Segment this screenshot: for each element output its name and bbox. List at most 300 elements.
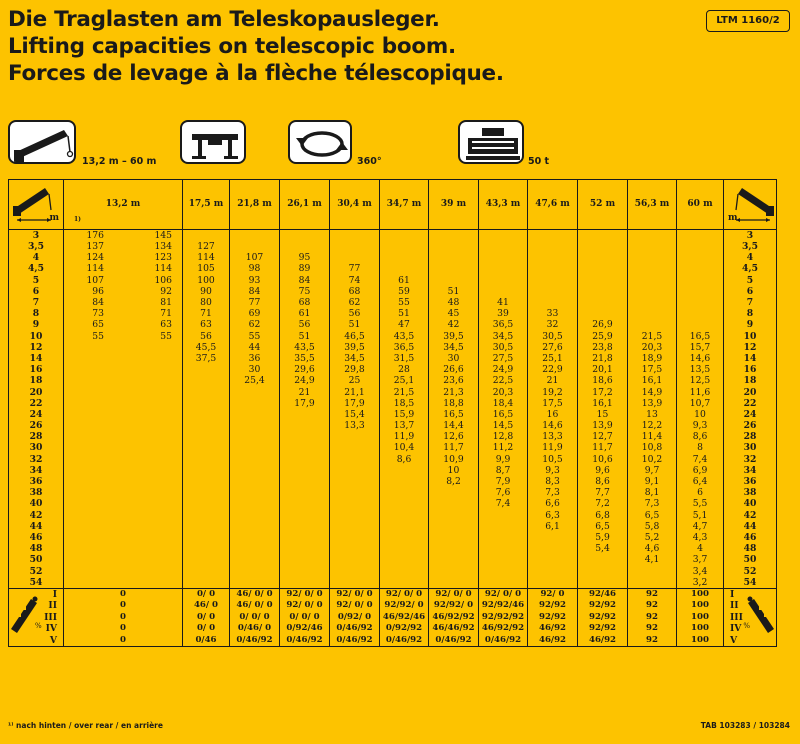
radius-cell: 52 bbox=[9, 565, 64, 576]
radius-cell: 44 bbox=[9, 521, 64, 532]
capacity-cell bbox=[183, 565, 230, 576]
radius-cell: 5 bbox=[9, 275, 64, 286]
capacity-cell bbox=[628, 319, 677, 330]
capacity-cell bbox=[578, 263, 628, 274]
capacity-cell bbox=[183, 532, 230, 543]
capacity-value-rear: 145 bbox=[154, 230, 172, 241]
capacity-cell bbox=[528, 577, 578, 589]
radius-cell-right: 3,5 bbox=[724, 241, 777, 252]
capacity-cell: 84 bbox=[280, 275, 330, 286]
capacity-cell bbox=[64, 263, 183, 274]
capacity-cell bbox=[578, 241, 628, 252]
radius-cell: 14 bbox=[9, 353, 64, 364]
section-extension-cell: 0/46/92 bbox=[479, 635, 528, 647]
section-extension-cell: 0/46/92 bbox=[429, 635, 479, 647]
radius-cell: 3 bbox=[9, 230, 64, 242]
capacity-cell bbox=[64, 454, 183, 465]
capacity-pair bbox=[64, 286, 182, 297]
capacity-value-rear: 55 bbox=[160, 330, 172, 342]
radius-unit: m bbox=[728, 213, 738, 223]
capacity-cell bbox=[280, 521, 330, 532]
capacity-cell: 5,1 bbox=[677, 510, 724, 521]
radius-cell-right: 44 bbox=[724, 521, 777, 532]
capacity-cell: 95 bbox=[280, 252, 330, 263]
capacity-cell bbox=[578, 297, 628, 308]
table-row bbox=[9, 532, 777, 543]
capacity-cell: 21,5 bbox=[628, 331, 677, 342]
capacity-cell bbox=[528, 297, 578, 308]
section-extension-cell: 92 bbox=[628, 623, 677, 635]
capacity-cell: 21,8 bbox=[578, 353, 628, 364]
radius-cell: 7 bbox=[9, 297, 64, 308]
capacity-cell: 32 bbox=[528, 319, 578, 330]
capacity-cell: 14,4 bbox=[429, 420, 479, 431]
section-id-cell bbox=[9, 635, 64, 647]
section-extension-cell: 92 bbox=[628, 588, 677, 600]
capacity-cell: 9,6 bbox=[578, 465, 628, 476]
capacity-cell: 24,9 bbox=[479, 364, 528, 375]
capacity-cell: 89 bbox=[280, 263, 330, 274]
boom-length: 47,6 m bbox=[535, 199, 570, 209]
capacity-cell: 34,5 bbox=[330, 353, 380, 364]
section-extension-cell: 100 bbox=[677, 600, 724, 612]
radius-cell-right: 54 bbox=[724, 577, 777, 589]
capacity-cell bbox=[64, 565, 183, 576]
capacity-cell bbox=[280, 241, 330, 252]
section-extension-cell: 0/ 0 bbox=[183, 611, 230, 623]
capacity-cell bbox=[330, 476, 380, 487]
capacity-cell: 19,2 bbox=[528, 386, 578, 397]
capacity-cell bbox=[330, 442, 380, 453]
section-extension-cell: 100 bbox=[677, 611, 724, 623]
radius-cell: 4 bbox=[9, 252, 64, 263]
section-extension-cell: 0/46/92 bbox=[330, 635, 380, 647]
capacity-cell bbox=[64, 386, 183, 397]
capacity-cell: 62 bbox=[330, 297, 380, 308]
capacity-cell bbox=[429, 230, 479, 242]
section-extension-cell: 100 bbox=[677, 588, 724, 600]
telescope-section-row bbox=[9, 635, 777, 647]
capacity-cell: 105 bbox=[183, 263, 230, 274]
radius-cell: 38 bbox=[9, 487, 64, 498]
section-extension-cell: 46/92/92 bbox=[429, 611, 479, 623]
capacity-cell: 12,8 bbox=[479, 431, 528, 442]
capacity-value: 114 bbox=[86, 263, 104, 275]
section-id: I bbox=[730, 588, 735, 600]
capacity-cell: 55 bbox=[230, 331, 280, 342]
capacity-cell: 10,4 bbox=[380, 442, 429, 453]
capacity-cell bbox=[280, 230, 330, 242]
table-row bbox=[9, 487, 777, 498]
capacity-value: 65 bbox=[92, 319, 104, 331]
capacity-cell bbox=[429, 543, 479, 554]
capacity-cell bbox=[64, 297, 183, 308]
capacity-cell: 11,7 bbox=[429, 442, 479, 453]
capacity-cell bbox=[380, 554, 429, 565]
capacity-cell bbox=[528, 565, 578, 576]
capacity-cell: 17,9 bbox=[330, 398, 380, 409]
capacity-cell: 10,7 bbox=[677, 398, 724, 409]
capacity-cell bbox=[677, 252, 724, 263]
capacity-cell bbox=[230, 230, 280, 242]
radius-cell: 20 bbox=[9, 386, 64, 397]
capacity-cell: 11,9 bbox=[380, 431, 429, 442]
capacity-cell: 16,5 bbox=[429, 409, 479, 420]
boom-length-header bbox=[64, 180, 183, 230]
capacity-cell bbox=[628, 263, 677, 274]
capacity-cell bbox=[578, 286, 628, 297]
capacity-cell bbox=[330, 241, 380, 252]
section-extension-cell: 92 bbox=[628, 635, 677, 647]
capacity-cell: 63 bbox=[183, 319, 230, 330]
section-extension-cell: 0/46/92 bbox=[280, 635, 330, 647]
table-row bbox=[9, 230, 777, 242]
boom-length: 26,1 m bbox=[287, 199, 322, 209]
radius-cell: 10 bbox=[9, 331, 64, 342]
capacity-cell: 14,5 bbox=[479, 420, 528, 431]
capacity-cell: 7,3 bbox=[528, 487, 578, 498]
radius-cell: 36 bbox=[9, 476, 64, 487]
capacity-cell: 9,3 bbox=[677, 420, 724, 431]
boom-length: 21,8 m bbox=[237, 199, 272, 209]
capacity-value: 73 bbox=[92, 308, 104, 320]
capacity-cell: 42 bbox=[429, 319, 479, 330]
capacity-cell: 9,9 bbox=[479, 454, 528, 465]
capacity-cell: 25,1 bbox=[380, 375, 429, 386]
radius-cell-right: 52 bbox=[724, 565, 777, 576]
capacity-cell bbox=[183, 364, 230, 375]
capacity-cell bbox=[280, 420, 330, 431]
capacity-cell bbox=[183, 498, 230, 509]
capacity-cell: 7,9 bbox=[479, 476, 528, 487]
section-extension-cell: 92/92/92 bbox=[479, 611, 528, 623]
footnote-mark: 1) bbox=[74, 216, 82, 223]
section-extension-cell: 0/46/92 bbox=[330, 623, 380, 635]
capacity-cell bbox=[628, 252, 677, 263]
boom-length-header bbox=[280, 180, 330, 230]
section-extension-cell: 46/92 bbox=[578, 635, 628, 647]
table-row bbox=[9, 263, 777, 274]
capacity-cell: 21 bbox=[528, 375, 578, 386]
capacity-cell bbox=[64, 364, 183, 375]
outrigger-icon bbox=[180, 120, 246, 164]
capacity-cell bbox=[330, 252, 380, 263]
section-extension-cell: 92 bbox=[628, 611, 677, 623]
capacity-pair bbox=[64, 331, 182, 342]
capacity-cell bbox=[380, 465, 429, 476]
capacity-cell: 3,2 bbox=[677, 577, 724, 589]
capacity-cell: 4,3 bbox=[677, 532, 724, 543]
capacity-cell bbox=[380, 521, 429, 532]
table-row bbox=[9, 409, 777, 420]
capacity-cell: 8,6 bbox=[578, 476, 628, 487]
capacity-cell bbox=[479, 263, 528, 274]
capacity-cell bbox=[64, 554, 183, 565]
capacity-cell: 10 bbox=[429, 465, 479, 476]
rotation-360-icon bbox=[288, 120, 352, 164]
table-row bbox=[9, 431, 777, 442]
radius-cell: 54 bbox=[9, 577, 64, 589]
section-extension-cell: 92/92 bbox=[528, 611, 578, 623]
radius-cell: 46 bbox=[9, 532, 64, 543]
table-row bbox=[9, 319, 777, 330]
capacity-cell bbox=[230, 498, 280, 509]
capacity-cell: 6,3 bbox=[528, 510, 578, 521]
load-chart-table bbox=[8, 179, 777, 647]
capacity-cell bbox=[64, 420, 183, 431]
table-row bbox=[9, 454, 777, 465]
capacity-cell: 20,3 bbox=[479, 386, 528, 397]
capacity-cell bbox=[479, 286, 528, 297]
section-extension-cell: 0/92/92 bbox=[380, 623, 429, 635]
capacity-cell bbox=[280, 554, 330, 565]
section-extension-cell: 0/ 0/ 0 bbox=[280, 611, 330, 623]
capacity-cell bbox=[280, 476, 330, 487]
table-row bbox=[9, 241, 777, 252]
section-extension-cell: 0 bbox=[64, 611, 183, 623]
section-extension-cell: 92/92/ 0 bbox=[429, 600, 479, 612]
capacity-cell: 13,7 bbox=[380, 420, 429, 431]
capacity-cell: 7,4 bbox=[677, 454, 724, 465]
capacity-cell: 8,6 bbox=[380, 454, 429, 465]
capacity-cell bbox=[64, 319, 183, 330]
capacity-cell: 30 bbox=[230, 364, 280, 375]
capacity-cell: 39 bbox=[479, 308, 528, 319]
radius-cell-right: 4 bbox=[724, 252, 777, 263]
section-id: III bbox=[44, 611, 57, 623]
radius-header-right bbox=[724, 180, 777, 230]
capacity-cell bbox=[330, 532, 380, 543]
capacity-cell bbox=[380, 577, 429, 589]
capacity-cell: 7,3 bbox=[628, 498, 677, 509]
section-id: IV bbox=[730, 623, 742, 635]
capacity-cell bbox=[280, 431, 330, 442]
capacity-cell: 127 bbox=[183, 241, 230, 252]
section-extension-cell: 0/92/46 bbox=[280, 623, 330, 635]
capacity-cell bbox=[380, 241, 429, 252]
capacity-cell bbox=[330, 454, 380, 465]
capacity-cell: 21,1 bbox=[330, 386, 380, 397]
capacity-cell bbox=[677, 286, 724, 297]
radius-cell: 48 bbox=[9, 543, 64, 554]
percent-sign: % bbox=[35, 622, 42, 631]
capacity-cell bbox=[429, 498, 479, 509]
section-extension-cell: 46/92/46 bbox=[380, 611, 429, 623]
capacity-pair bbox=[64, 241, 182, 252]
section-extension-cell: 46/ 0/ 0 bbox=[230, 588, 280, 600]
capacity-cell bbox=[64, 476, 183, 487]
capacity-cell bbox=[230, 442, 280, 453]
table-row bbox=[9, 286, 777, 297]
section-extension-cell: 92/ 0/ 0 bbox=[330, 588, 380, 600]
capacity-cell: 59 bbox=[380, 286, 429, 297]
capacity-cell: 71 bbox=[183, 308, 230, 319]
section-extension-cell: 92/ 0/ 0 bbox=[479, 588, 528, 600]
capacity-value: 96 bbox=[92, 285, 104, 297]
capacity-cell: 8,6 bbox=[677, 431, 724, 442]
capacity-cell bbox=[64, 342, 183, 353]
section-extension-cell: 92/92 bbox=[578, 611, 628, 623]
capacity-value-rear: 134 bbox=[154, 241, 172, 253]
capacity-cell bbox=[183, 398, 230, 409]
capacity-cell bbox=[528, 286, 578, 297]
capacity-pair bbox=[64, 297, 182, 308]
capacity-cell: 13,9 bbox=[578, 420, 628, 431]
capacity-cell bbox=[429, 532, 479, 543]
capacity-cell: 12,6 bbox=[429, 431, 479, 442]
capacity-cell: 51 bbox=[330, 319, 380, 330]
section-extension-cell: 0 bbox=[64, 600, 183, 612]
capacity-cell bbox=[280, 409, 330, 420]
capacity-cell bbox=[280, 465, 330, 476]
capacity-cell bbox=[578, 565, 628, 576]
boom-length: 52 m bbox=[589, 199, 616, 209]
capacity-cell bbox=[429, 241, 479, 252]
capacity-cell bbox=[183, 577, 230, 589]
rotation-label: 360° bbox=[357, 156, 382, 167]
capacity-cell: 8,7 bbox=[479, 465, 528, 476]
capacity-cell: 10,2 bbox=[628, 454, 677, 465]
capacity-cell: 16,1 bbox=[628, 375, 677, 386]
capacity-cell: 23,6 bbox=[429, 375, 479, 386]
capacity-value-rear: 63 bbox=[160, 319, 172, 331]
radius-unit: m bbox=[49, 213, 59, 223]
capacity-cell bbox=[183, 543, 230, 554]
boom-length-header bbox=[578, 180, 628, 230]
capacity-cell: 45 bbox=[429, 308, 479, 319]
radius-cell-right: 18 bbox=[724, 375, 777, 386]
capacity-cell: 7,2 bbox=[578, 498, 628, 509]
boom-length-header bbox=[479, 180, 528, 230]
capacity-cell bbox=[64, 487, 183, 498]
boom-length: 39 m bbox=[440, 199, 467, 209]
capacity-cell: 17,5 bbox=[528, 398, 578, 409]
capacity-cell: 6,5 bbox=[628, 510, 677, 521]
section-extension-cell: 46/46/92 bbox=[429, 623, 479, 635]
capacity-cell bbox=[280, 532, 330, 543]
capacity-cell bbox=[64, 252, 183, 263]
capacity-cell: 18,4 bbox=[479, 398, 528, 409]
capacity-cell bbox=[230, 398, 280, 409]
capacity-cell bbox=[479, 554, 528, 565]
capacity-cell: 43,5 bbox=[380, 331, 429, 342]
capacity-cell: 16,1 bbox=[578, 398, 628, 409]
boom-length: 30,4 m bbox=[337, 199, 372, 209]
capacity-cell: 39,5 bbox=[330, 342, 380, 353]
radius-cell: 12 bbox=[9, 342, 64, 353]
capacity-cell bbox=[64, 308, 183, 319]
capacity-cell: 29,6 bbox=[280, 364, 330, 375]
capacity-cell bbox=[64, 275, 183, 286]
boom-length-header bbox=[330, 180, 380, 230]
capacity-cell: 56 bbox=[280, 319, 330, 330]
capacity-cell: 5,9 bbox=[578, 532, 628, 543]
table-row bbox=[9, 364, 777, 375]
capacity-cell: 62 bbox=[230, 319, 280, 330]
model-badge: LTM 1160/2 bbox=[706, 10, 790, 32]
capacity-cell: 11,6 bbox=[677, 386, 724, 397]
radius-cell-right: 8 bbox=[724, 308, 777, 319]
radius-cell: 3,5 bbox=[9, 241, 64, 252]
capacity-cell: 11,2 bbox=[479, 442, 528, 453]
capacity-cell bbox=[230, 454, 280, 465]
capacity-cell: 37,5 bbox=[183, 353, 230, 364]
capacity-cell: 17,2 bbox=[578, 386, 628, 397]
capacity-cell bbox=[330, 510, 380, 521]
section-id-cell-right bbox=[724, 623, 777, 635]
capacity-cell bbox=[677, 230, 724, 242]
capacity-cell: 77 bbox=[330, 263, 380, 274]
radius-cell-right: 14 bbox=[724, 353, 777, 364]
capacity-cell: 7,6 bbox=[479, 487, 528, 498]
capacity-cell: 16,5 bbox=[677, 331, 724, 342]
capacity-cell: 107 bbox=[230, 252, 280, 263]
table-row bbox=[9, 476, 777, 487]
capacity-cell: 30,5 bbox=[528, 331, 578, 342]
capacity-cell: 34,5 bbox=[479, 331, 528, 342]
table-row bbox=[9, 275, 777, 286]
section-extension-cell: 46/ 0/ 0 bbox=[230, 600, 280, 612]
capacity-cell: 4,7 bbox=[677, 521, 724, 532]
section-extension-cell: 0/46 bbox=[183, 635, 230, 647]
capacity-cell: 25 bbox=[330, 375, 380, 386]
table-row bbox=[9, 521, 777, 532]
capacity-cell: 51 bbox=[380, 308, 429, 319]
capacity-cell bbox=[230, 487, 280, 498]
capacity-cell bbox=[230, 386, 280, 397]
radius-cell-right: 46 bbox=[724, 532, 777, 543]
capacity-cell bbox=[64, 521, 183, 532]
capacity-cell bbox=[183, 521, 230, 532]
capacity-cell bbox=[578, 252, 628, 263]
capacity-cell: 27,5 bbox=[479, 353, 528, 364]
capacity-cell: 68 bbox=[330, 286, 380, 297]
capacity-cell bbox=[429, 554, 479, 565]
capacity-cell bbox=[280, 487, 330, 498]
capacity-cell bbox=[429, 275, 479, 286]
capacity-cell bbox=[230, 431, 280, 442]
section-extension-cell: 46/ 0 bbox=[183, 600, 230, 612]
capacity-cell: 15,4 bbox=[330, 409, 380, 420]
capacity-cell: 100 bbox=[183, 275, 230, 286]
radius-cell-right: 30 bbox=[724, 442, 777, 453]
capacity-cell bbox=[230, 532, 280, 543]
capacity-cell: 4 bbox=[677, 543, 724, 554]
section-id-cell bbox=[9, 623, 64, 635]
capacity-cell: 69 bbox=[230, 308, 280, 319]
capacity-cell bbox=[380, 543, 429, 554]
capacity-cell bbox=[528, 532, 578, 543]
capacity-cell: 31,5 bbox=[380, 353, 429, 364]
capacity-cell: 15,9 bbox=[380, 409, 429, 420]
radius-cell-right: 7 bbox=[724, 297, 777, 308]
capacity-cell bbox=[528, 543, 578, 554]
capacity-cell bbox=[380, 230, 429, 242]
capacity-cell bbox=[230, 565, 280, 576]
boom-length: 13,2 m bbox=[105, 199, 141, 209]
capacity-cell bbox=[183, 409, 230, 420]
telescopic-boom-icon bbox=[8, 120, 76, 164]
section-extension-cell: 92/46 bbox=[578, 588, 628, 600]
capacity-cell bbox=[230, 521, 280, 532]
section-extension-cell: 100 bbox=[677, 635, 724, 647]
capacity-cell: 6,4 bbox=[677, 476, 724, 487]
capacity-cell bbox=[64, 465, 183, 476]
telescope-section-row bbox=[9, 611, 777, 623]
capacity-pair bbox=[64, 252, 182, 263]
counterweight-label: 50 t bbox=[528, 156, 550, 167]
capacity-value-rear: 123 bbox=[154, 252, 172, 264]
